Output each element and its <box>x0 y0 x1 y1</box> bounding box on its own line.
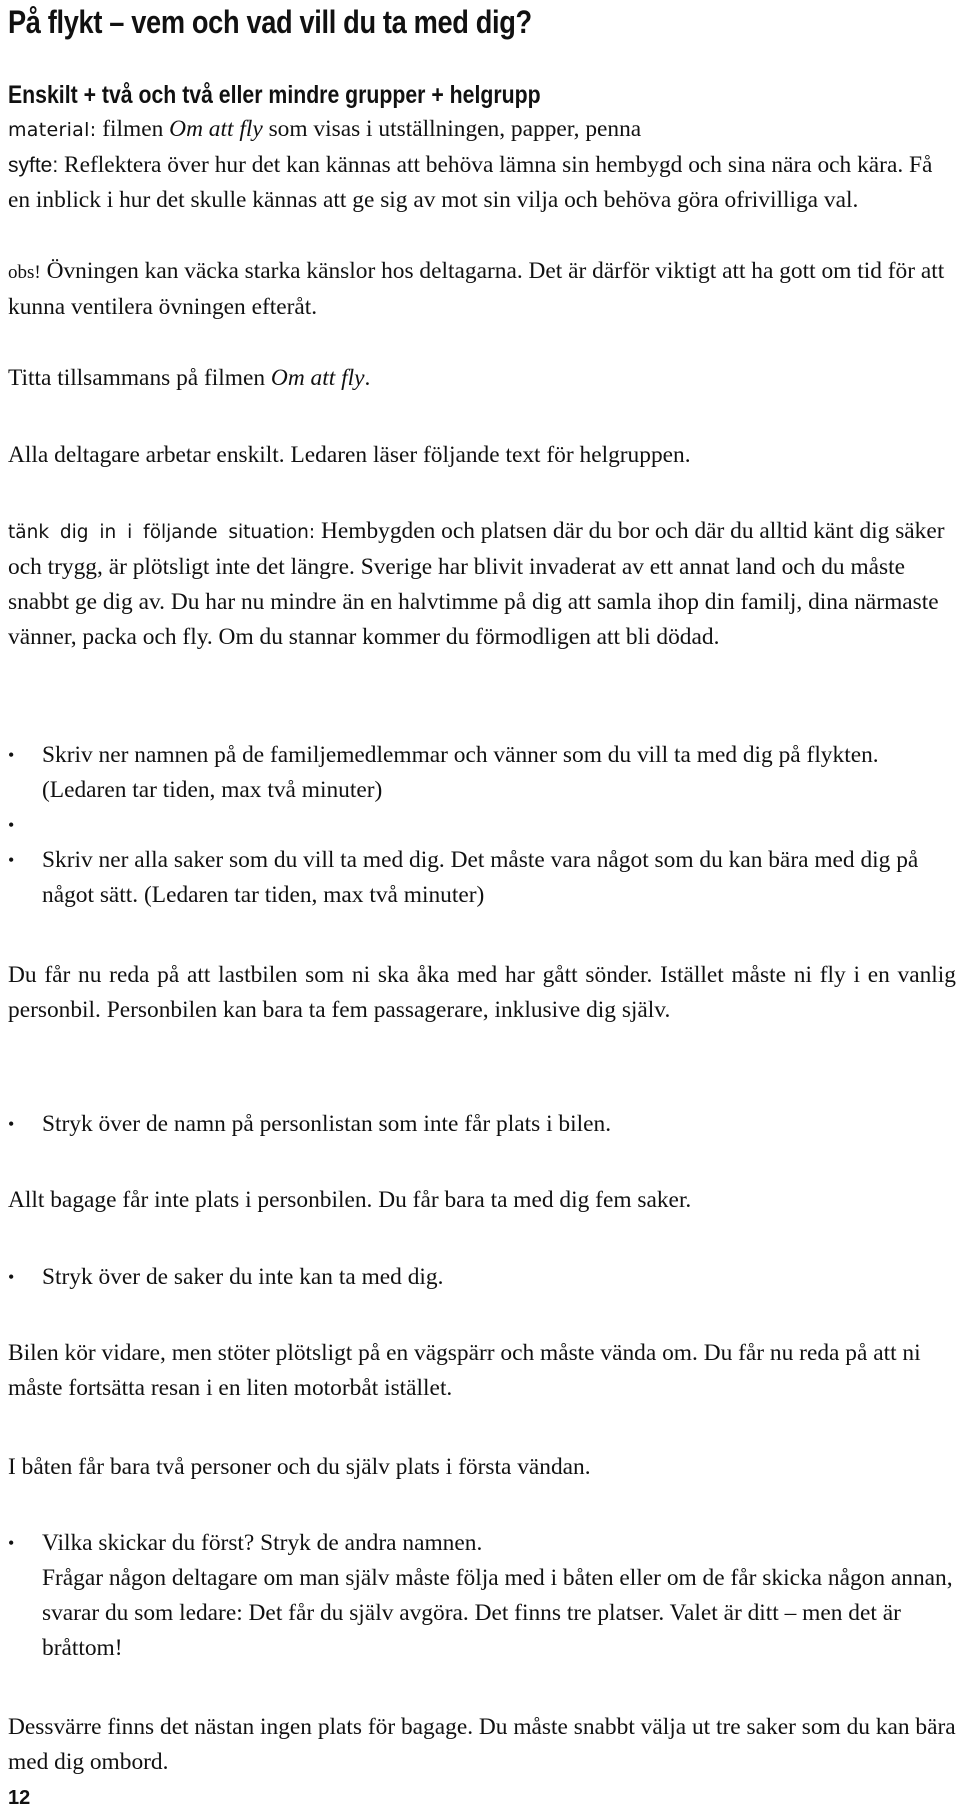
bullet-list-item <box>8 843 956 913</box>
individual-work-paragraph: Alla deltagare arbetar enskilt. Ledaren läser följande text för helgruppen. <box>8 442 691 468</box>
bullet-marker: • <box>8 850 15 870</box>
syfte-paragraph <box>8 148 956 218</box>
roadblock-paragraph: Bilen kör vidare, men stöter plötsligt på en vägspärr och måste vända om. Du får nu reda på att ni måste fortsätta resan i en liten motorbåt istället. <box>8 1340 921 1401</box>
bullet-list-item <box>8 1526 956 1666</box>
material-line <box>8 112 956 148</box>
syfte-text: Reflektera över hur det kan kännas att behöva lämna sin hembygd och sina nära och kära. Få en inblick i hur det skulle kännas att ge sig av mot sin vilja och behöva göra ofrivilliga val. <box>8 152 933 213</box>
document-page <box>8 0 956 1814</box>
watch-film-title: Om att fly <box>270 365 365 391</box>
situation-label: tänk dig in i följande situation: <box>8 522 316 543</box>
bullet-marker: • <box>8 1114 15 1134</box>
truck-paragraph: Du får nu reda på att lastbilen som ni ska åka med har gått sönder. Istället måste ni fly i en vanlig personbil. Personbilen kan bara ta fem passagerare, inklusive dig själv. <box>8 962 956 1023</box>
situation-paragraph <box>8 514 956 655</box>
material-film-title: Om att fly <box>169 116 263 142</box>
bullet-list-item <box>8 1107 956 1142</box>
bullet-marker: • <box>8 1267 15 1287</box>
final-paragraph: Dessvärre finns det nästan ingen plats för bagage. Du måste snabbt välja ut tre saker som du kan bära med dig ombord. <box>8 1714 956 1775</box>
bullet-text-boat-note: Frågar någon deltagare om man själv måste följa med i båten eller om de får skicka någon annan, svarar du som ledare: Det får du själv avgöra. Det finns tre platser. Valet är ditt – men det är bråttom! <box>42 1565 953 1661</box>
bullet-marker: • <box>8 745 15 765</box>
page-number: 12 <box>8 1787 31 1809</box>
bullet-list-item <box>8 1260 956 1295</box>
obs-label: obs! <box>8 262 41 283</box>
bullet-text-names: Skriv ner namnen på de familjemedlemmar och vänner som du vill ta med dig på flykten. (Ledaren tar tiden, max två minuter) <box>42 742 879 803</box>
situation-text: Hembygden och platsen där du bor och där du alltid känt dig säker och trygg, är plötsligt inte det längre. Sverige har blivit invaderat av ett annat land och du måste snabbt ge dig av. Du har nu mindre än en halvtimme på dig att samla ihop din familj, dina närmaste vänner, packa och fly. Om du stannar kommer du förmodligen att bli dödad. <box>8 518 945 650</box>
bullet-text-items: Skriv ner alla saker som du vill ta med dig. Det måste vara något som du kan bära med dig på något sätt. (Ledaren tar tiden, max två minuter) <box>42 847 919 908</box>
watch-text-after: . <box>364 365 371 391</box>
boat-paragraph: I båten får bara två personer och du själv plats i första vändan. <box>8 1454 591 1480</box>
material-label: material: <box>8 119 97 141</box>
bullet-marker: • <box>8 1533 15 1553</box>
watch-text-before: Titta tillsammans på filmen <box>8 365 271 391</box>
group-format-heading: Enskilt + två och två eller mindre grupper + helgrupp <box>8 81 541 109</box>
material-text-before: filmen <box>96 116 170 142</box>
watch-film-paragraph <box>8 361 956 396</box>
syfte-label: syfte: <box>8 154 59 177</box>
obs-text: Övningen kan väcka starka känslor hos deltagarna. Det är därför viktigt att ha gott om tid för att kunna ventilera övningen efteråt. <box>8 258 945 320</box>
page-title: På flykt – vem och vad vill du ta med dig? <box>8 4 532 40</box>
obs-paragraph <box>8 254 956 325</box>
bullet-text-cross-names: Stryk över de namn på personlistan som inte får plats i bilen. <box>42 1111 612 1137</box>
bullet-text-boat-question: Vilka skickar du först? Stryk de andra namnen. <box>42 1530 483 1556</box>
bullet-text-cross-items: Stryk över de saker du inte kan ta med dig. <box>42 1264 444 1290</box>
material-text-after: som visas i utställningen, papper, penna <box>262 116 642 142</box>
bullet-list-item <box>8 738 956 808</box>
luggage-paragraph: Allt bagage får inte plats i personbilen. Du får bara ta med dig fem saker. <box>8 1187 692 1213</box>
bullet-marker: • <box>8 815 15 835</box>
